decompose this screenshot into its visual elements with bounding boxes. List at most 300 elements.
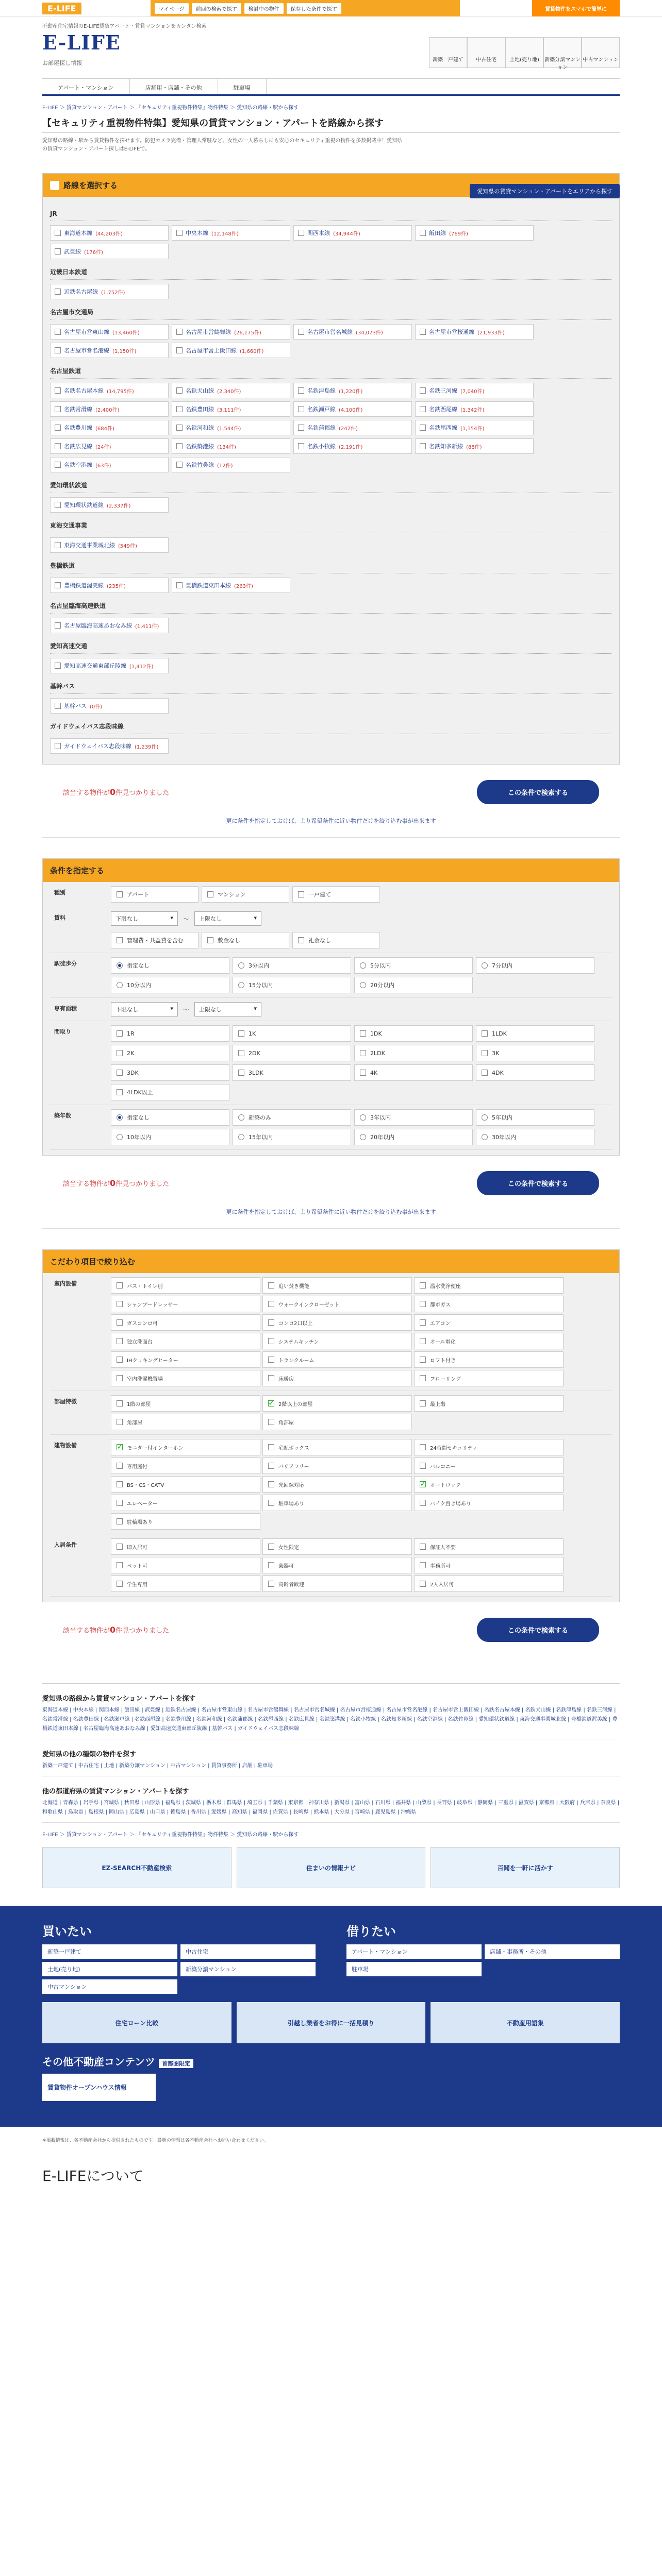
checkbox-icon[interactable] [55, 230, 61, 236]
checkbox-icon[interactable] [360, 1050, 366, 1056]
checkbox-icon[interactable] [420, 1562, 426, 1568]
age-option[interactable] [476, 1129, 594, 1145]
line-label: 豊橋鉄道東田本線 [186, 582, 231, 589]
checkbox-icon[interactable] [360, 1070, 366, 1076]
line-checkbox[interactable] [50, 578, 169, 593]
line-count: (263件) [234, 583, 253, 589]
buy-link[interactable]: 新築分譲マンション [180, 1962, 316, 1976]
checkbox-icon[interactable] [420, 1357, 426, 1363]
walk-option[interactable] [233, 977, 351, 993]
banner-hyakubun[interactable]: 百聞を一軒に活かす [431, 1847, 620, 1888]
line-checkbox[interactable] [50, 420, 169, 435]
feature-checkbox[interactable] [111, 1395, 260, 1412]
feature-checkbox[interactable] [414, 1333, 564, 1349]
buy-link[interactable]: 土地(売り地) [42, 1962, 177, 1976]
feature-label: トランクルーム [278, 1358, 315, 1364]
feature-checkbox[interactable] [414, 1395, 564, 1412]
checkbox-icon[interactable] [420, 329, 426, 335]
feature-checkbox[interactable] [414, 1439, 564, 1455]
walk-option[interactable] [233, 957, 351, 974]
checkbox-icon[interactable] [117, 1463, 123, 1469]
radio-icon[interactable] [360, 962, 366, 969]
line-checkbox[interactable] [172, 401, 290, 417]
checkbox-icon[interactable] [268, 1444, 274, 1450]
checkbox-icon[interactable] [117, 1500, 123, 1506]
checkbox-icon[interactable] [268, 1338, 274, 1344]
type-mansion-checkbox[interactable] [202, 886, 289, 903]
checkbox-icon[interactable] [420, 1544, 426, 1550]
checkbox-icon[interactable] [117, 1400, 123, 1406]
line-list [50, 738, 612, 754]
checkbox-icon[interactable] [268, 1562, 274, 1568]
line-label: 東海交通事業城北線 [64, 542, 115, 549]
checkbox-icon[interactable] [420, 1581, 426, 1587]
checkbox-icon[interactable] [117, 1562, 123, 1568]
line-checkbox[interactable] [172, 343, 290, 358]
feature-checkbox[interactable] [414, 1370, 564, 1386]
feature-checkbox[interactable] [262, 1476, 412, 1493]
line-checkbox[interactable] [172, 438, 290, 454]
checkbox-icon[interactable] [176, 406, 183, 412]
breadcrumb[interactable]: E-LIFE ＞ 賃貸マンション・アパート ＞ 『セキュリティ重視物件特集』物件特集 ＞ 愛知県の路線・駅から探す [42, 105, 299, 111]
feature-label: 室内洗濯機置場 [127, 1376, 163, 1382]
open-house-banner[interactable]: 賃貸物件オープンハウス情報 [42, 2074, 156, 2101]
line-checkbox[interactable] [172, 383, 290, 398]
layout-option[interactable] [111, 1025, 229, 1042]
line-label: 関西本線 [307, 230, 330, 236]
age-option[interactable] [111, 1109, 229, 1126]
checkbox-icon[interactable] [55, 703, 61, 709]
checkbox-icon[interactable] [420, 1319, 426, 1326]
checkbox-icon[interactable] [268, 1357, 274, 1363]
checkbox-icon[interactable] [360, 1030, 366, 1037]
line-checkbox[interactable] [50, 284, 169, 299]
nav-used-mansion[interactable]: 中古マンション [582, 37, 620, 68]
line-checkbox[interactable] [293, 401, 412, 417]
layout-option[interactable] [111, 1064, 229, 1081]
line-checkbox[interactable] [293, 225, 412, 241]
line-checkbox[interactable] [50, 324, 169, 340]
line-checkbox[interactable] [415, 324, 534, 340]
banner-ez-search[interactable]: EZ-SEARCH不動産検索 [42, 1847, 231, 1888]
line-checkbox[interactable] [172, 457, 290, 472]
checkbox-icon[interactable] [55, 347, 61, 353]
checkbox-icon[interactable] [55, 663, 61, 669]
checkbox-icon[interactable] [176, 387, 183, 394]
line-checkbox[interactable] [172, 420, 290, 435]
rent-min-value: 下限なし [115, 916, 138, 922]
checkbox-icon[interactable] [55, 743, 61, 749]
radio-icon[interactable] [117, 1114, 123, 1121]
checkbox-icon[interactable] [268, 1463, 274, 1469]
result-bar-3 [42, 1602, 620, 1663]
checkbox-icon[interactable] [55, 387, 61, 394]
area-search-button[interactable]: 愛知県の賃貸マンション・アパートをエリアから探す [470, 184, 620, 198]
feature-checkbox[interactable] [262, 1458, 412, 1474]
feature-checkbox[interactable] [262, 1538, 412, 1555]
layout-option[interactable] [476, 1064, 594, 1081]
search-button[interactable]: この条件で検索する [477, 780, 599, 804]
walk-option[interactable] [111, 977, 229, 993]
feature-checkbox[interactable] [111, 1557, 260, 1573]
feature-checkbox[interactable] [414, 1476, 564, 1493]
line-checkbox[interactable] [172, 225, 290, 241]
checkbox-icon[interactable] [420, 1500, 426, 1506]
feature-checkbox[interactable] [262, 1395, 412, 1412]
radio-icon[interactable] [360, 1114, 366, 1121]
feature-checkbox[interactable] [262, 1296, 412, 1312]
checkbox-icon[interactable] [176, 582, 183, 588]
rent-no-deposit-checkbox[interactable] [202, 932, 289, 948]
feature-label: 独立洗面台 [127, 1339, 153, 1345]
line-checkbox[interactable] [50, 383, 169, 398]
checkbox-icon[interactable] [55, 542, 61, 548]
checkbox-icon[interactable] [298, 443, 304, 449]
option-label: 15分以内 [249, 982, 273, 989]
line-checkbox[interactable] [293, 420, 412, 435]
layout-option[interactable] [233, 1064, 351, 1081]
line-list [50, 578, 612, 593]
feature-checkbox[interactable] [111, 1495, 260, 1511]
radio-icon[interactable] [360, 982, 366, 988]
rent-link[interactable]: 駐車場 [346, 1962, 482, 1976]
radio-icon[interactable] [238, 1114, 244, 1121]
type-apartment-checkbox[interactable] [111, 886, 198, 903]
feature-checkbox[interactable] [262, 1557, 412, 1573]
checkbox-icon[interactable] [238, 1030, 244, 1037]
other-type-links[interactable]: 新築一戸建て | 中古住宅 | 土地 | 新築分譲マンション | 中古マンション | 賃貸事務所 | 店舗 | 駐車場 [42, 1761, 620, 1776]
feature-checkbox[interactable] [111, 1575, 260, 1592]
gnav-shop[interactable]: 店舗用・店舗・その他 [130, 79, 218, 94]
line-checkbox[interactable] [293, 438, 412, 454]
walk-option[interactable] [354, 957, 473, 974]
line-count: (242件) [339, 426, 358, 432]
checkbox-icon[interactable] [482, 1070, 488, 1076]
feature-checkbox[interactable] [414, 1495, 564, 1511]
feature-checkbox[interactable] [262, 1351, 412, 1368]
line-checkbox[interactable] [415, 420, 534, 435]
checkbox-icon[interactable] [117, 1089, 123, 1095]
checkbox-icon[interactable] [176, 230, 183, 236]
checkbox-icon[interactable] [238, 1050, 244, 1056]
checkbox-icon[interactable] [298, 406, 304, 412]
line-checkbox[interactable] [293, 383, 412, 398]
nav-new-house[interactable]: 新築一戸建て [429, 37, 467, 68]
checkbox-icon[interactable] [420, 1463, 426, 1469]
checkbox-icon[interactable] [268, 1301, 274, 1307]
feature-label: 追い焚き機能 [278, 1283, 309, 1290]
checkbox-icon[interactable] [117, 1581, 123, 1587]
saved-search-link[interactable]: 保存した条件で探す [287, 3, 341, 14]
layout-option[interactable] [476, 1045, 594, 1061]
checkbox-icon[interactable] [117, 1375, 123, 1381]
checkbox-icon[interactable] [176, 347, 183, 353]
feature-checkbox[interactable] [111, 1296, 260, 1312]
checkbox-icon[interactable] [55, 329, 61, 335]
checkbox-icon[interactable] [55, 425, 61, 431]
buy-link[interactable]: 新築一戸建て [42, 1944, 177, 1959]
search-button[interactable]: この条件で検索する [477, 1618, 599, 1642]
checkbox-icon[interactable] [117, 1319, 123, 1326]
checkbox-icon[interactable] [268, 1500, 274, 1506]
feature-label: 2人入居可 [430, 1582, 454, 1588]
checkbox-icon[interactable] [117, 1338, 123, 1344]
walk-label: 駅徒歩分 [54, 960, 77, 967]
line-label: 名古屋市営東山線 [64, 329, 109, 335]
feature-checkbox[interactable] [262, 1277, 412, 1294]
layout-option[interactable] [354, 1025, 473, 1042]
checkbox-icon[interactable] [117, 1544, 123, 1550]
layout-option[interactable] [354, 1045, 473, 1061]
feature-checkbox[interactable] [262, 1370, 412, 1386]
feature-checkbox[interactable] [111, 1439, 260, 1455]
age-option[interactable] [233, 1129, 351, 1145]
feature-checkbox[interactable] [111, 1414, 260, 1430]
checkbox-icon[interactable] [420, 1481, 426, 1487]
previous-search-link[interactable]: 前回の検索で探す [192, 3, 241, 14]
checkbox-icon[interactable] [482, 1030, 488, 1037]
checkbox-icon[interactable] [117, 1357, 123, 1363]
checkbox-icon[interactable] [117, 1282, 123, 1289]
line-checkbox[interactable] [415, 401, 534, 417]
checkbox-icon[interactable] [117, 1070, 123, 1076]
checkbox-icon[interactable] [420, 1444, 426, 1450]
checkbox-icon[interactable] [298, 329, 304, 335]
checkbox-icon[interactable] [55, 443, 61, 449]
checkbox-icon[interactable] [268, 1282, 274, 1289]
layout-option[interactable] [111, 1045, 229, 1061]
feature-checkbox[interactable] [111, 1277, 260, 1294]
feature-checkbox[interactable] [262, 1333, 412, 1349]
feature-checkbox[interactable] [111, 1513, 260, 1530]
mypage-link[interactable]: マイページ [155, 3, 189, 14]
feature-checkbox[interactable] [262, 1314, 412, 1331]
line-checkbox[interactable] [415, 225, 534, 241]
feature-label: オートロック [430, 1482, 461, 1488]
gnav-apartment[interactable]: アパート・マンション [42, 79, 130, 94]
feature-checkbox[interactable] [111, 1476, 260, 1493]
feature-checkbox[interactable] [414, 1538, 564, 1555]
feature-checkbox[interactable] [262, 1495, 412, 1511]
promo-loan[interactable]: 住宅ローン比較 [42, 2002, 231, 2043]
checkbox-icon[interactable] [420, 1375, 426, 1381]
radio-icon[interactable] [482, 962, 488, 969]
feature-checkbox[interactable] [111, 1314, 260, 1331]
checkbox-icon[interactable] [117, 1518, 123, 1524]
checkbox-icon[interactable] [420, 425, 426, 431]
feature-checkbox[interactable] [414, 1575, 564, 1592]
checkbox-icon[interactable] [298, 230, 304, 236]
option-label: 10分以内 [127, 982, 151, 989]
checkbox-icon[interactable] [268, 1375, 274, 1381]
line-count: (0件) [90, 704, 103, 710]
line-checkbox[interactable] [172, 578, 290, 593]
line-checkbox[interactable] [415, 383, 534, 398]
option-label: 指定なし [127, 1114, 150, 1121]
rent-max-select[interactable] [194, 911, 261, 926]
feature-checkbox[interactable] [414, 1277, 564, 1294]
checkbox-icon[interactable] [55, 462, 61, 468]
checkbox-icon[interactable] [268, 1419, 274, 1425]
checkbox-icon[interactable] [176, 329, 183, 335]
checkbox-icon[interactable] [298, 387, 304, 394]
line-checkbox[interactable] [172, 324, 290, 340]
feature-checkbox[interactable] [262, 1575, 412, 1592]
checkbox-icon[interactable] [117, 1030, 123, 1037]
disclaimer: ※掲載情報は、各不動産会社から提供されたものです。最新の情報は各不動産会社へお問い合わせください。 [42, 2138, 269, 2143]
checkbox-icon[interactable] [268, 1400, 274, 1406]
buy-link[interactable]: 中古住宅 [180, 1944, 316, 1959]
nav-new-mansion[interactable]: 新築分譲マンション [543, 37, 582, 68]
line-checkbox[interactable] [50, 698, 169, 714]
line-links[interactable]: 東海道本線 | 中央本線 | 関西本線 | 飯田線 | 武豊線 | 近鉄名古屋線 | 名古屋市営東山線 | 名古屋市営鶴舞線 | 名古屋市営名城線 | 名古屋市営桜通線 | 名古屋市営名港線 | 名古屋市営上飯田線 | 名鉄名古屋本線 | 名鉄犬山線 | 名鉄津島線 | 名鉄三河線 | 名鉄常滑線 | 名鉄豊田線 | 名鉄瀬戸線 | 名鉄西尾線 | 名鉄豊川線 | 名鉄河和線 | 名鉄蒲郡線 | 名鉄尾西線 | 名鉄広見線 | 名鉄築港線 | 名鉄小牧線 | 名鉄知多新線 | 名鉄空港線 | 名鉄竹鼻線 | 愛知環状鉄道線 | 東海交通事業城北線 | 豊橋鉄道渥美線 | 豊橋鉄道東田本線 | 名古屋臨海高速あおなみ線 | 愛知高速交通東部丘陵線 | 基幹バス | ガイドウェイバス志段味線 [42, 1706, 620, 1739]
rent-link[interactable]: 店舗・事務所・その他 [485, 1944, 620, 1959]
line-label: 名鉄河和線 [186, 425, 214, 431]
checkbox-icon[interactable] [420, 1301, 426, 1307]
buy-link[interactable]: 中古マンション [42, 1979, 177, 1994]
radio-icon[interactable] [482, 1114, 488, 1121]
checkbox-icon[interactable] [117, 1481, 123, 1487]
radio-icon[interactable] [238, 1134, 244, 1140]
rent-link[interactable]: アパート・マンション [346, 1944, 482, 1959]
line-checkbox[interactable] [50, 343, 169, 358]
type-house-checkbox[interactable] [292, 886, 380, 903]
line-checkbox[interactable] [50, 244, 169, 259]
checkbox-icon[interactable] [420, 443, 426, 449]
checkbox-icon[interactable] [268, 1481, 274, 1487]
rent-include-fee-checkbox[interactable] [111, 932, 198, 948]
radio-icon[interactable] [482, 1134, 488, 1140]
checkbox-icon[interactable] [55, 289, 61, 295]
feature-checkbox[interactable] [414, 1296, 564, 1312]
walk-option[interactable] [476, 957, 594, 974]
checkbox-icon[interactable] [55, 248, 61, 255]
feature-checkbox[interactable] [111, 1351, 260, 1368]
walk-option[interactable] [111, 957, 229, 974]
line-checkbox[interactable] [50, 658, 169, 673]
nav-land[interactable]: 土地(売り地) [505, 37, 543, 68]
layout-option[interactable] [354, 1064, 473, 1081]
feature-checkbox[interactable] [262, 1414, 412, 1430]
walk-option[interactable] [354, 977, 473, 993]
checkbox-icon[interactable] [420, 387, 426, 394]
banner-info-navi[interactable]: 住まいの情報ナビ [237, 1847, 426, 1888]
checkbox-icon[interactable] [420, 1282, 426, 1289]
layout-option[interactable] [476, 1025, 594, 1042]
result-message [63, 787, 169, 797]
feature-checkbox[interactable] [111, 1538, 260, 1555]
rent-max-value: 上限なし [199, 916, 222, 922]
rent-min-select[interactable] [111, 911, 178, 926]
site-logo[interactable]: E-LIFE [42, 31, 121, 54]
radio-icon[interactable] [238, 982, 244, 988]
age-option[interactable] [354, 1129, 473, 1145]
line-checkbox[interactable] [50, 225, 169, 241]
checkbox-icon[interactable] [176, 425, 183, 431]
checkbox-icon[interactable] [117, 1050, 123, 1056]
rent-no-key-money-checkbox[interactable] [292, 932, 380, 948]
age-option[interactable] [476, 1109, 594, 1126]
line-checkbox[interactable] [50, 618, 169, 633]
checkbox-icon[interactable] [268, 1544, 274, 1550]
line-checkbox[interactable] [415, 438, 534, 454]
line-checkbox[interactable] [50, 457, 169, 472]
feature-checkbox[interactable] [414, 1458, 564, 1474]
feature-checkbox[interactable] [111, 1333, 260, 1349]
nav-used-house[interactable]: 中古住宅 [467, 37, 505, 68]
checkbox-icon[interactable] [420, 1338, 426, 1344]
checkbox-icon[interactable] [55, 622, 61, 629]
checkbox-icon[interactable] [298, 425, 304, 431]
checkbox-icon[interactable] [55, 502, 61, 508]
checkbox-icon[interactable] [420, 406, 426, 412]
footer-breadcrumb[interactable]: E-LIFE ＞ 賃貸マンション・アパート ＞ 『セキュリティ重視物件特集』物件特集 ＞ 愛知県の路線・駅から探す [42, 1832, 299, 1838]
feature-checkbox[interactable] [111, 1370, 260, 1386]
checkbox-icon[interactable] [55, 406, 61, 412]
radio-icon[interactable] [117, 1134, 123, 1140]
checkbox-icon[interactable] [420, 1400, 426, 1406]
layout-option[interactable] [111, 1084, 229, 1100]
line-label: 名鉄豊田線 [186, 406, 214, 413]
layout-option[interactable] [233, 1025, 351, 1042]
area-row [50, 998, 612, 1021]
smartphone-banner[interactable]: 賃貸物件をスマホで簡単に [532, 0, 620, 16]
condition-panel-title: 条件を指定する [50, 866, 105, 875]
considering-link[interactable]: 検討中の物件 [244, 3, 284, 14]
area-min-select[interactable] [111, 1002, 178, 1016]
checkbox-icon[interactable] [55, 582, 61, 588]
line-checkbox[interactable] [50, 438, 169, 454]
layout-option[interactable] [233, 1045, 351, 1061]
checkbox-icon[interactable] [117, 1444, 123, 1450]
checkbox-icon[interactable] [117, 1301, 123, 1307]
gnav-parking[interactable]: 駐車場 [218, 79, 267, 94]
option-label: 15年以内 [249, 1134, 273, 1141]
age-option[interactable] [111, 1129, 229, 1145]
feature-checkbox[interactable] [414, 1351, 564, 1368]
checkbox-icon[interactable] [238, 1070, 244, 1076]
promo-glossary[interactable]: 不動産用語集 [431, 2002, 620, 2043]
line-checkbox[interactable] [293, 324, 412, 340]
promo-moving[interactable]: 引越し業者をお得に一括見積り [237, 2002, 426, 2043]
search-button[interactable]: この条件で検索する [477, 1171, 599, 1195]
feature-checkbox[interactable] [414, 1557, 564, 1573]
checkbox-icon[interactable] [268, 1581, 274, 1587]
age-option[interactable] [233, 1109, 351, 1126]
line-checkbox[interactable] [50, 738, 169, 754]
age-option[interactable] [354, 1109, 473, 1126]
checkbox-icon[interactable] [420, 230, 426, 236]
radio-icon[interactable] [117, 962, 123, 969]
checkbox-icon[interactable] [176, 462, 183, 468]
feature-checkbox[interactable] [262, 1439, 412, 1455]
feature-checkbox[interactable] [111, 1458, 260, 1474]
top-logo[interactable]: E-LIFE [42, 3, 81, 14]
line-checkbox[interactable] [50, 537, 169, 553]
line-checkbox[interactable] [50, 401, 169, 417]
feature-checkbox[interactable] [414, 1314, 564, 1331]
area-max-select[interactable] [194, 1002, 261, 1016]
checkbox-icon[interactable] [117, 1419, 123, 1425]
radio-icon[interactable] [117, 982, 123, 988]
checkbox-icon[interactable] [482, 1050, 488, 1056]
prefecture-links[interactable]: 北海道 | 青森県 | 岩手県 | 宮城県 | 秋田県 | 山形県 | 福島県 | 茨城県 | 栃木県 | 群馬県 | 埼玉県 | 千葉県 | 東京都 | 神奈川県 | 新潟県 | 富山県 | 石川県 | 福井県 | 山梨県 | 長野県 | 岐阜県 | 静岡県 | 三重県 | 滋賀県 | 京都府 | 大阪府 | 兵庫県 | 奈良県 | 和歌山県 | 鳥取県 | 島根県 | 岡山県 | 広島県 | 山口県 | 徳島県 | 香川県 | 愛媛県 | 高知県 | 福岡県 | 佐賀県 | 長崎県 | 熊本県 | 大分県 | 宮崎県 | 鹿児島県 | 沖縄県 [42, 1799, 620, 1823]
line-checkbox[interactable] [50, 497, 169, 513]
radio-icon[interactable] [238, 962, 244, 969]
radio-icon[interactable] [360, 1134, 366, 1140]
checkbox-icon[interactable] [268, 1319, 274, 1326]
checkbox-icon[interactable] [176, 443, 183, 449]
